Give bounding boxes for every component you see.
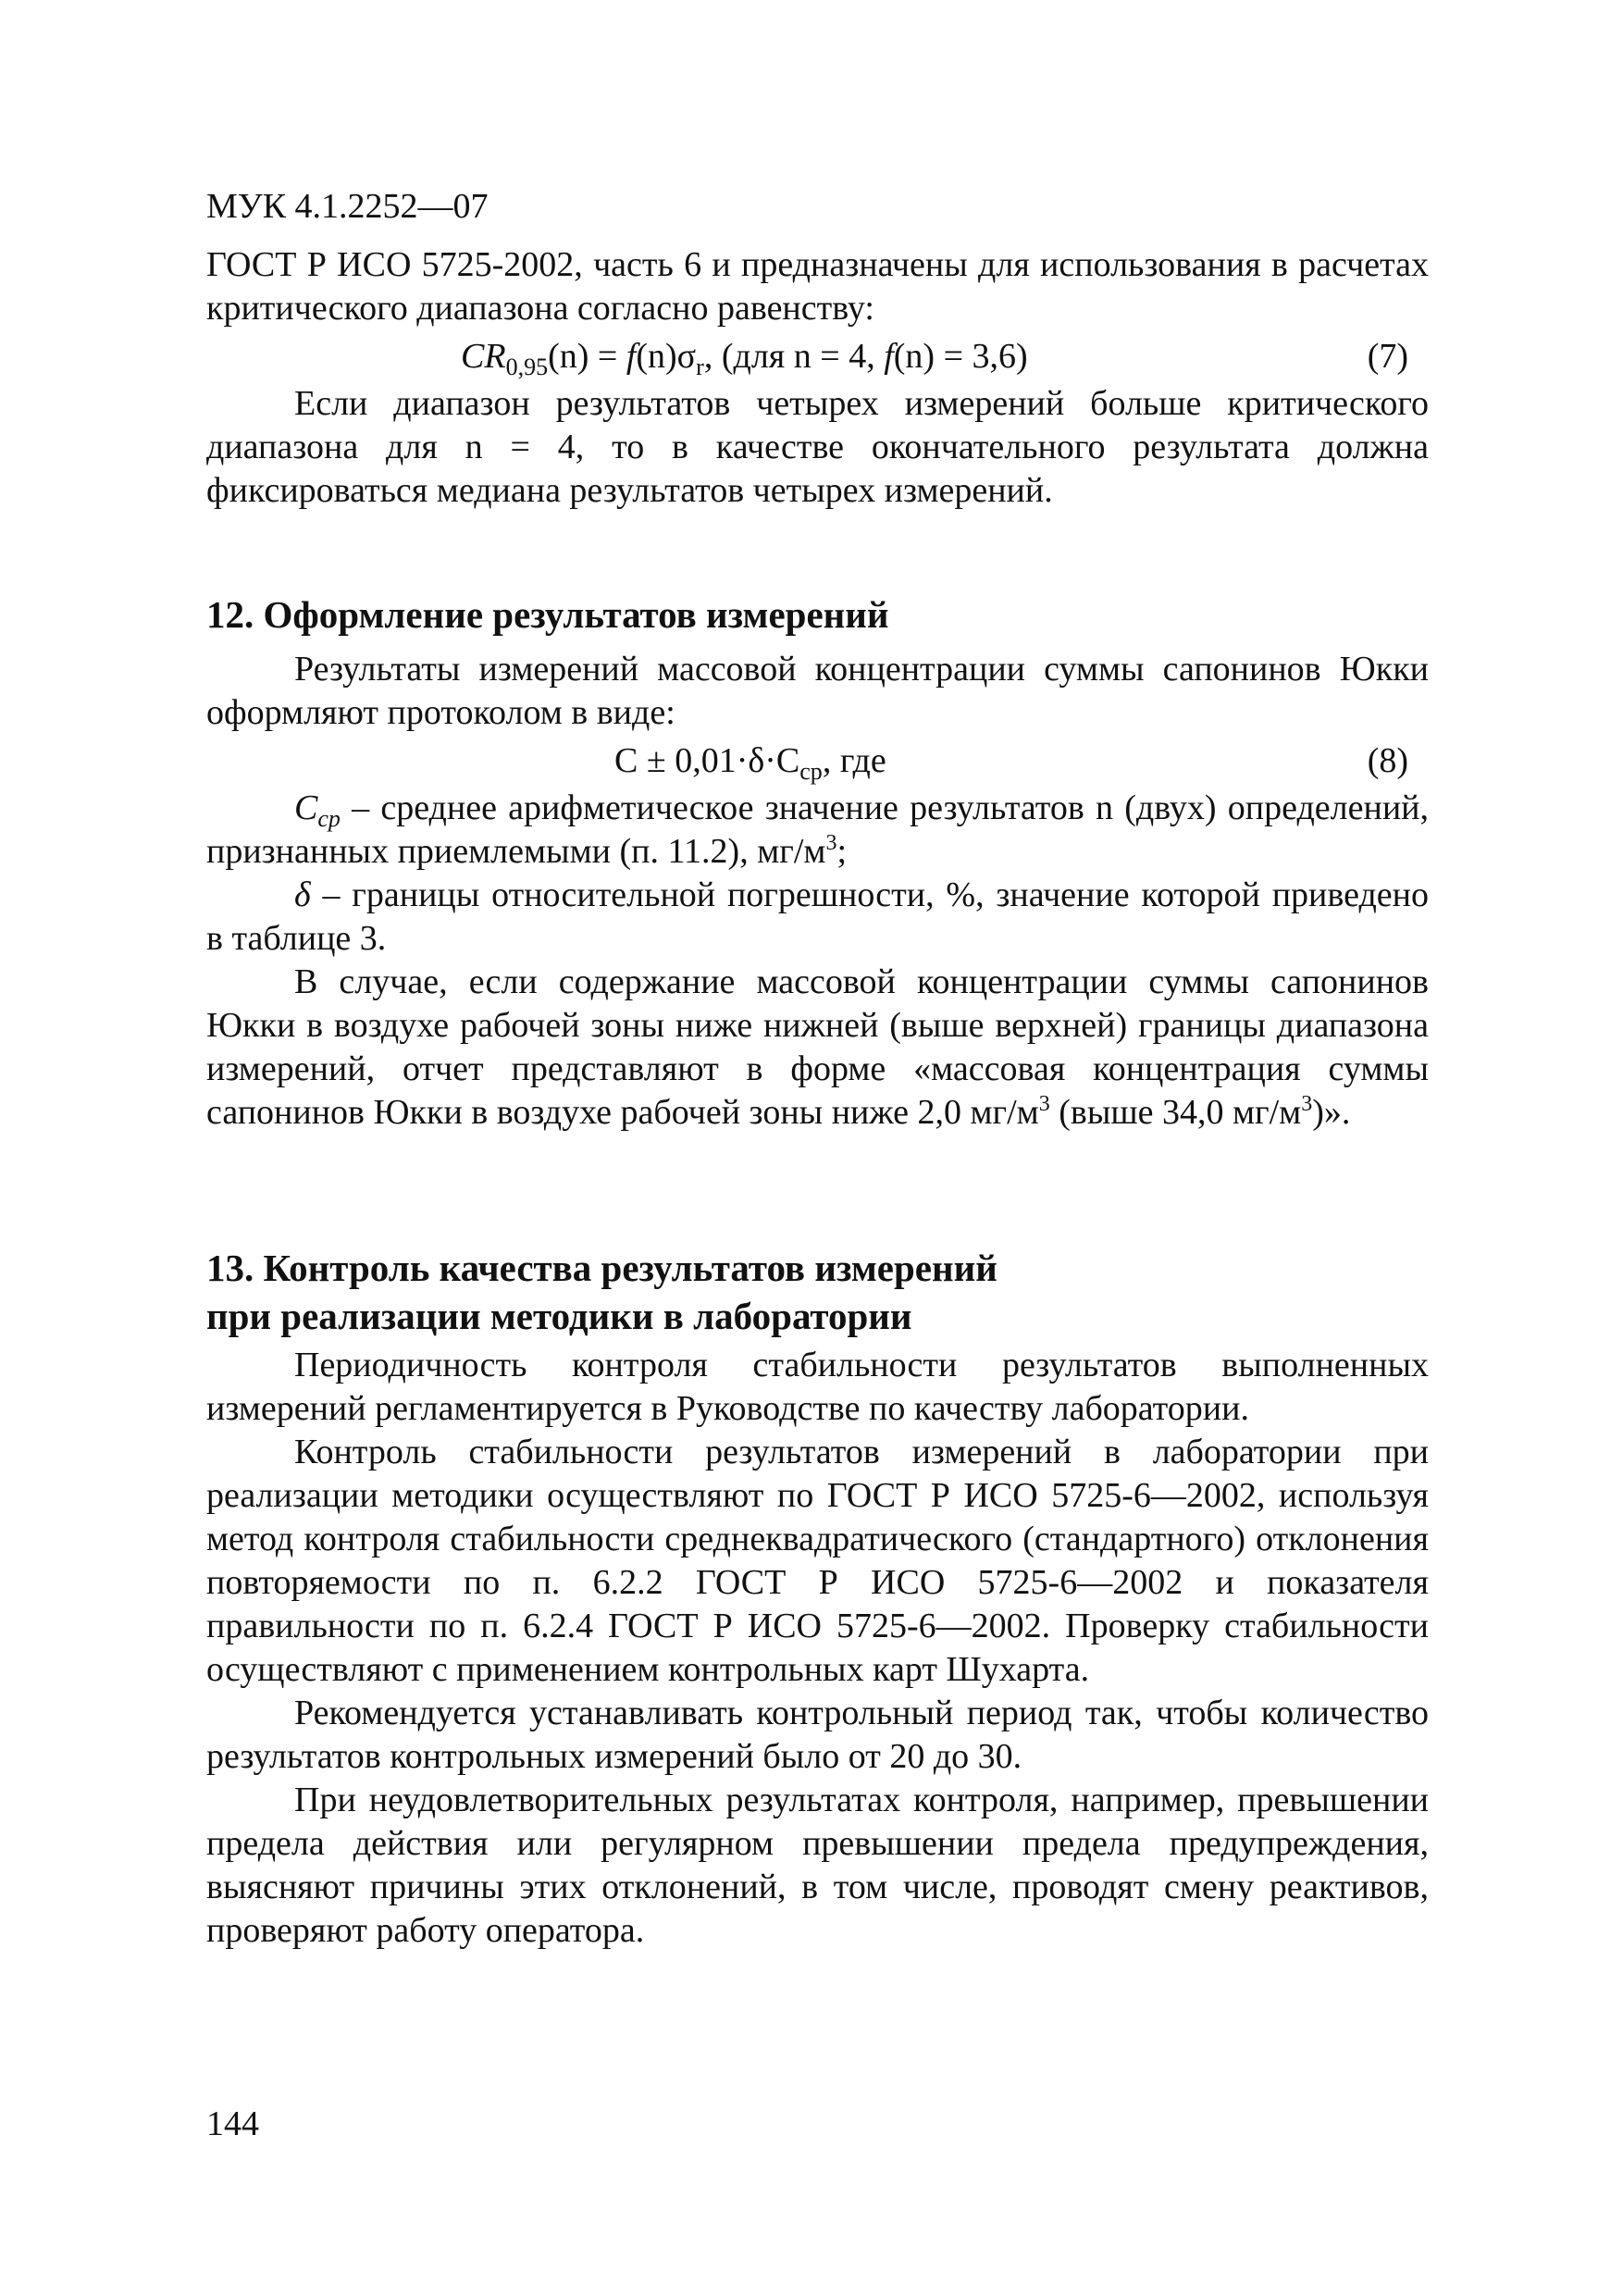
- section-12-title: 12. Оформление результатов измерений: [206, 593, 889, 636]
- ccp-end: ;: [836, 832, 847, 871]
- formula-8-part1: С ± 0,01·δ·С: [614, 741, 800, 780]
- formula-7-f2: f: [884, 337, 894, 376]
- case-text3: )».: [1312, 1093, 1351, 1132]
- case-text2: (выше 34,0 мг/м: [1049, 1093, 1302, 1132]
- ccp-text: – среднее арифметическое значение результатов n (двух) определений, признанных приемлемыми (п. 11.2), мг/м: [206, 788, 1429, 871]
- running-header: МУК 4.1.2252—07: [206, 187, 489, 226]
- formula-7-number: (7): [1367, 337, 1408, 376]
- paragraph-results: Результаты измерений массовой концентрации суммы сапонинов Юкки оформляют протоколом в виде:: [206, 650, 1429, 732]
- formula-7-cr: CR: [461, 337, 506, 376]
- formula-8-part2: , где: [822, 741, 886, 780]
- formula-7-part4: (n) = 3,6): [893, 337, 1028, 376]
- formula-7-part2: (n)σ: [636, 337, 697, 376]
- section-13-title-line2: при реализации методики в лаборатории: [206, 1295, 912, 1337]
- section-13: [206, 1244, 1429, 1953]
- main-text: [206, 243, 1429, 513]
- formula-7-expression: [461, 330, 1028, 382]
- formula-8: [206, 735, 1429, 787]
- formula-7-part1: (n) =: [548, 337, 626, 376]
- definition-ccp: [206, 787, 1429, 874]
- formula-8-number: (8): [1367, 741, 1408, 780]
- formula-7: [206, 330, 1429, 382]
- delta-text: – границы относительной погрешности, %, значение которой приведено в таблице 3.: [206, 875, 1429, 958]
- formula-7-sigma-sub: r: [696, 354, 704, 380]
- case-sup2: 3: [1301, 1092, 1313, 1116]
- ccp-sup: 3: [825, 831, 837, 855]
- paragraph-intro: ГОСТ Р ИСО 5725-2002, часть 6 и предназначены для использования в расчетах критического диапазона согласно равенству:: [206, 245, 1429, 328]
- definition-delta: [206, 874, 1429, 961]
- section-12: [206, 590, 1429, 1135]
- formula-7-part3: , (для n = 4,: [703, 337, 885, 376]
- ccp-symbol-sub: cp: [317, 805, 341, 832]
- page-number: 144: [206, 2104, 259, 2143]
- section-13-title-line1: 13. Контроль качества результатов измерений: [206, 1247, 997, 1289]
- paragraph-range: Если диапазон результатов четырех измерений больше критического диапазона для n = 4, то в качестве окончательного результата должна фиксироваться медиана результатов четырех измерений.: [206, 384, 1429, 510]
- case-sup1: 3: [1038, 1092, 1050, 1116]
- formula-7-cr-sub: 0,95: [505, 354, 549, 380]
- paragraph-case: [206, 961, 1429, 1135]
- paragraph-periodicity: Периодичность контроля стабильности результатов выполненных измерений регламентируется в Руководстве по качеству лаборатории.: [206, 1346, 1429, 1428]
- case-text1: В случае, если содержание массовой концентрации суммы сапонинов Юкки в воздухе рабочей зоны ниже нижней (выше верхней) границы диапазона измерений, отчет представляют в форме «массовая концентрация суммы сапонинов Юкки в воздухе рабочей зоны ниже 2,0 мг/м: [206, 962, 1429, 1132]
- delta-symbol: δ: [294, 875, 311, 914]
- paragraph-unsatisfactory: При неудовлетворительных результатах контроля, например, превышении предела действия или регулярном превышении предела предупреждения, выясняют причины этих отклонений, в том числе, проводят смену реактивов, проверяют работу оператора.: [206, 1781, 1429, 1950]
- paragraph-period: Рекомендуется устанавливать контрольный период так, чтобы количество результатов контрольных измерений было от 20 до 30.: [206, 1694, 1429, 1776]
- paragraph-control: Контроль стабильности результатов измерений в лаборатории при реализации методики осуществляют по ГОСТ Р ИСО 5725-6—2002, используя метод контроля стабильности среднеквадратического (стандартного) отклонения повторяемости по п. 6.2.2 ГОСТ Р ИСО 5725-6—2002 и показателя правильности по п. 6.2.4 ГОСТ Р ИСО 5725-6—2002. Проверку стабильности осуществляют с применением контрольных карт Шухарта.: [206, 1433, 1429, 1689]
- formula-7-f: f: [626, 337, 637, 376]
- formula-8-sub: ср: [799, 758, 823, 785]
- formula-8-expression: [614, 735, 886, 787]
- ccp-symbol: C: [294, 788, 318, 827]
